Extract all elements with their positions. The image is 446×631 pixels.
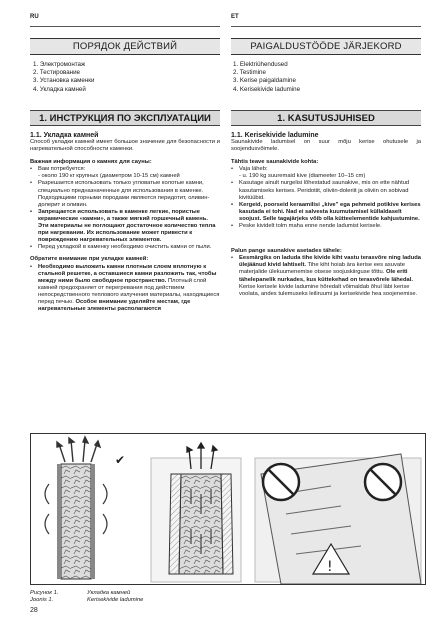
info-list-ru (30, 166, 220, 251)
lang-label-ru: RU (30, 14, 39, 20)
figure-caption-labels (30, 590, 58, 604)
toc-item: 2. Тестирование (33, 69, 80, 77)
attention-list-et (231, 255, 421, 298)
intro-et: Saunakivide ladumisel on suur mõju kerise ohutusele ja soojendusvõimele. (231, 139, 421, 153)
header-rule-right (231, 26, 421, 27)
header-rule-left (30, 26, 220, 27)
section-title-et: 1. KASUTUSJUHISED (231, 110, 421, 126)
attention-heading-ru: Обратите внимание при укладке камней: (30, 256, 149, 263)
list-item: • Kergeid, poorseid keraamilisi „kive" ega pehmeid potikive kerises kasutada ei tohi. Nad ei salvesta kuumutamisel küllaldaselt soojust. Selle tagajärjeks võib olla kütteelementide kahjustumine. (231, 202, 421, 223)
list-item: • Разрешается использовать только угловатые колотые камни, специально предназначенные для использования в каменке. Подходящими горными породами являются перидотит, оливин-долерит и оливин. (30, 180, 220, 208)
stone-stacking-illustration (31, 434, 425, 584)
list-item: • Vaja läheb: - u. 190 kg suuremaid kive (diameeter 10–15 cm) (231, 166, 421, 180)
prohibited-icon (365, 464, 401, 500)
list-item: • Вам потребуется: - около 190 кг крупных (диаметром 10-15 см) камней (30, 166, 220, 180)
svg-text:!: ! (327, 559, 333, 575)
toc-item: 4. Укладка камней (33, 85, 86, 93)
toc-item: 4. Kerisekivide ladumine (233, 85, 301, 93)
prohibited-icon (263, 464, 299, 500)
heater-grid-view (151, 443, 241, 582)
info-heading-ru: Важная информация о камнях для сауны: (30, 159, 152, 166)
toc-item: 1. Электромонтаж (33, 61, 86, 68)
list-item: • Перед укладкой в каменку необходимо очистить камни от пыли. (30, 244, 220, 251)
toc-title-et: PAIGALDUSTÖÖDE JÄRJEKORD (231, 38, 421, 55)
caption-label-ru: Рисунок 1. (30, 590, 59, 596)
attention-heading-et: Palun pange saunakive asetades tähele: (231, 248, 342, 255)
caption-label-et: Joonis 1. (30, 597, 54, 603)
check-icon: ✔ (115, 453, 126, 467)
subsection-title-ru: 1.1. Укладка камней (30, 132, 99, 139)
toc-title-ru: ПОРЯДОК ДЕЙСТВИЙ (30, 38, 220, 55)
caption-text-et: Kerisekivide ladumine (87, 597, 144, 603)
info-heading-et: Tähtis teave saunakivide kohta: (231, 159, 319, 166)
heater-side-view (45, 437, 107, 579)
list-item: • Необходимо выложить камни плотным слоем вплотную к стальной решетке, а оставшиеся камни разложить так, чтобы между ними было свободное пространство. Плотный слой камней предохраняет от перегревания под действием непосредственного теплового излучения материалы, находящиеся перед печью. Особое внимание уделяйте местам, где нагревательные элементы располагаются (30, 264, 220, 314)
toc-item: 2. Testimine (233, 69, 266, 77)
subsection-title-et: 1.1. Kerisekivide ladumine (231, 132, 319, 139)
toc-item: 3. Установка каменки (33, 77, 95, 85)
heater-wrong-stacking (255, 454, 421, 584)
toc-item: 1. Elektriühendused (233, 61, 288, 68)
intro-ru: Способ укладки камней имеет большое значение для безопасности и нагревательной способности каменки. (30, 139, 220, 153)
list-item: • Kasutage ainult nurgelisi lõhestatud saunakive, mis on ette nähtud kasutamiseks kerises. Peridotiit, oliviin-doleriit ja oliviin on sobivad kivitüübid. (231, 180, 421, 201)
toc-item: 3. Kerise paigaldamine (233, 77, 296, 85)
list-item: • Peske kividelt tolm maha enne nende ladumist kerisele. (231, 223, 421, 230)
attention-list-ru (30, 264, 220, 314)
figure-frame (30, 433, 426, 585)
page-number: 28 (30, 607, 38, 614)
column-ru (30, 132, 220, 313)
section-title-ru: 1. ИНСТРУКЦИЯ ПО ЭКСПЛУАТАЦИИ (30, 110, 220, 126)
list-item: • Eesmärgiks on laduda tihe kivide kiht vastu terasvõre ning laduda ülejäänud kivid lahtiselt. Tihe kiht hoiab ära kerise ees asuvate materjalide ülekuumenemise otsese soojuskiirguse tõttu. Ole eriti tähelepanelik nurkades, kus küttekehad on terasvõrele lähedal. Kerise kerisele kivide ladumine hõredalt võimaldab õhul läbi kerise voolata, andes tulemuseks leiliruumi ja kerisekivide hea soojenemise. (231, 255, 421, 298)
list-item: • Запрещается использовать в каменке легкие, пористые керамические «камни», а также мягкий горшечный камень. Эти материалы не поглощают достаточное количество тепла при нагревании. Их использование может привести к повреждению нагревательных элементов. (30, 209, 220, 244)
toc-list-et (233, 61, 300, 94)
caption-text-ru: Укладка камней (87, 590, 131, 596)
toc-list-ru (33, 61, 94, 94)
info-list-et (231, 166, 421, 230)
column-et (231, 132, 421, 298)
figure-caption-texts (87, 590, 143, 604)
lang-label-et: ET (231, 14, 239, 20)
